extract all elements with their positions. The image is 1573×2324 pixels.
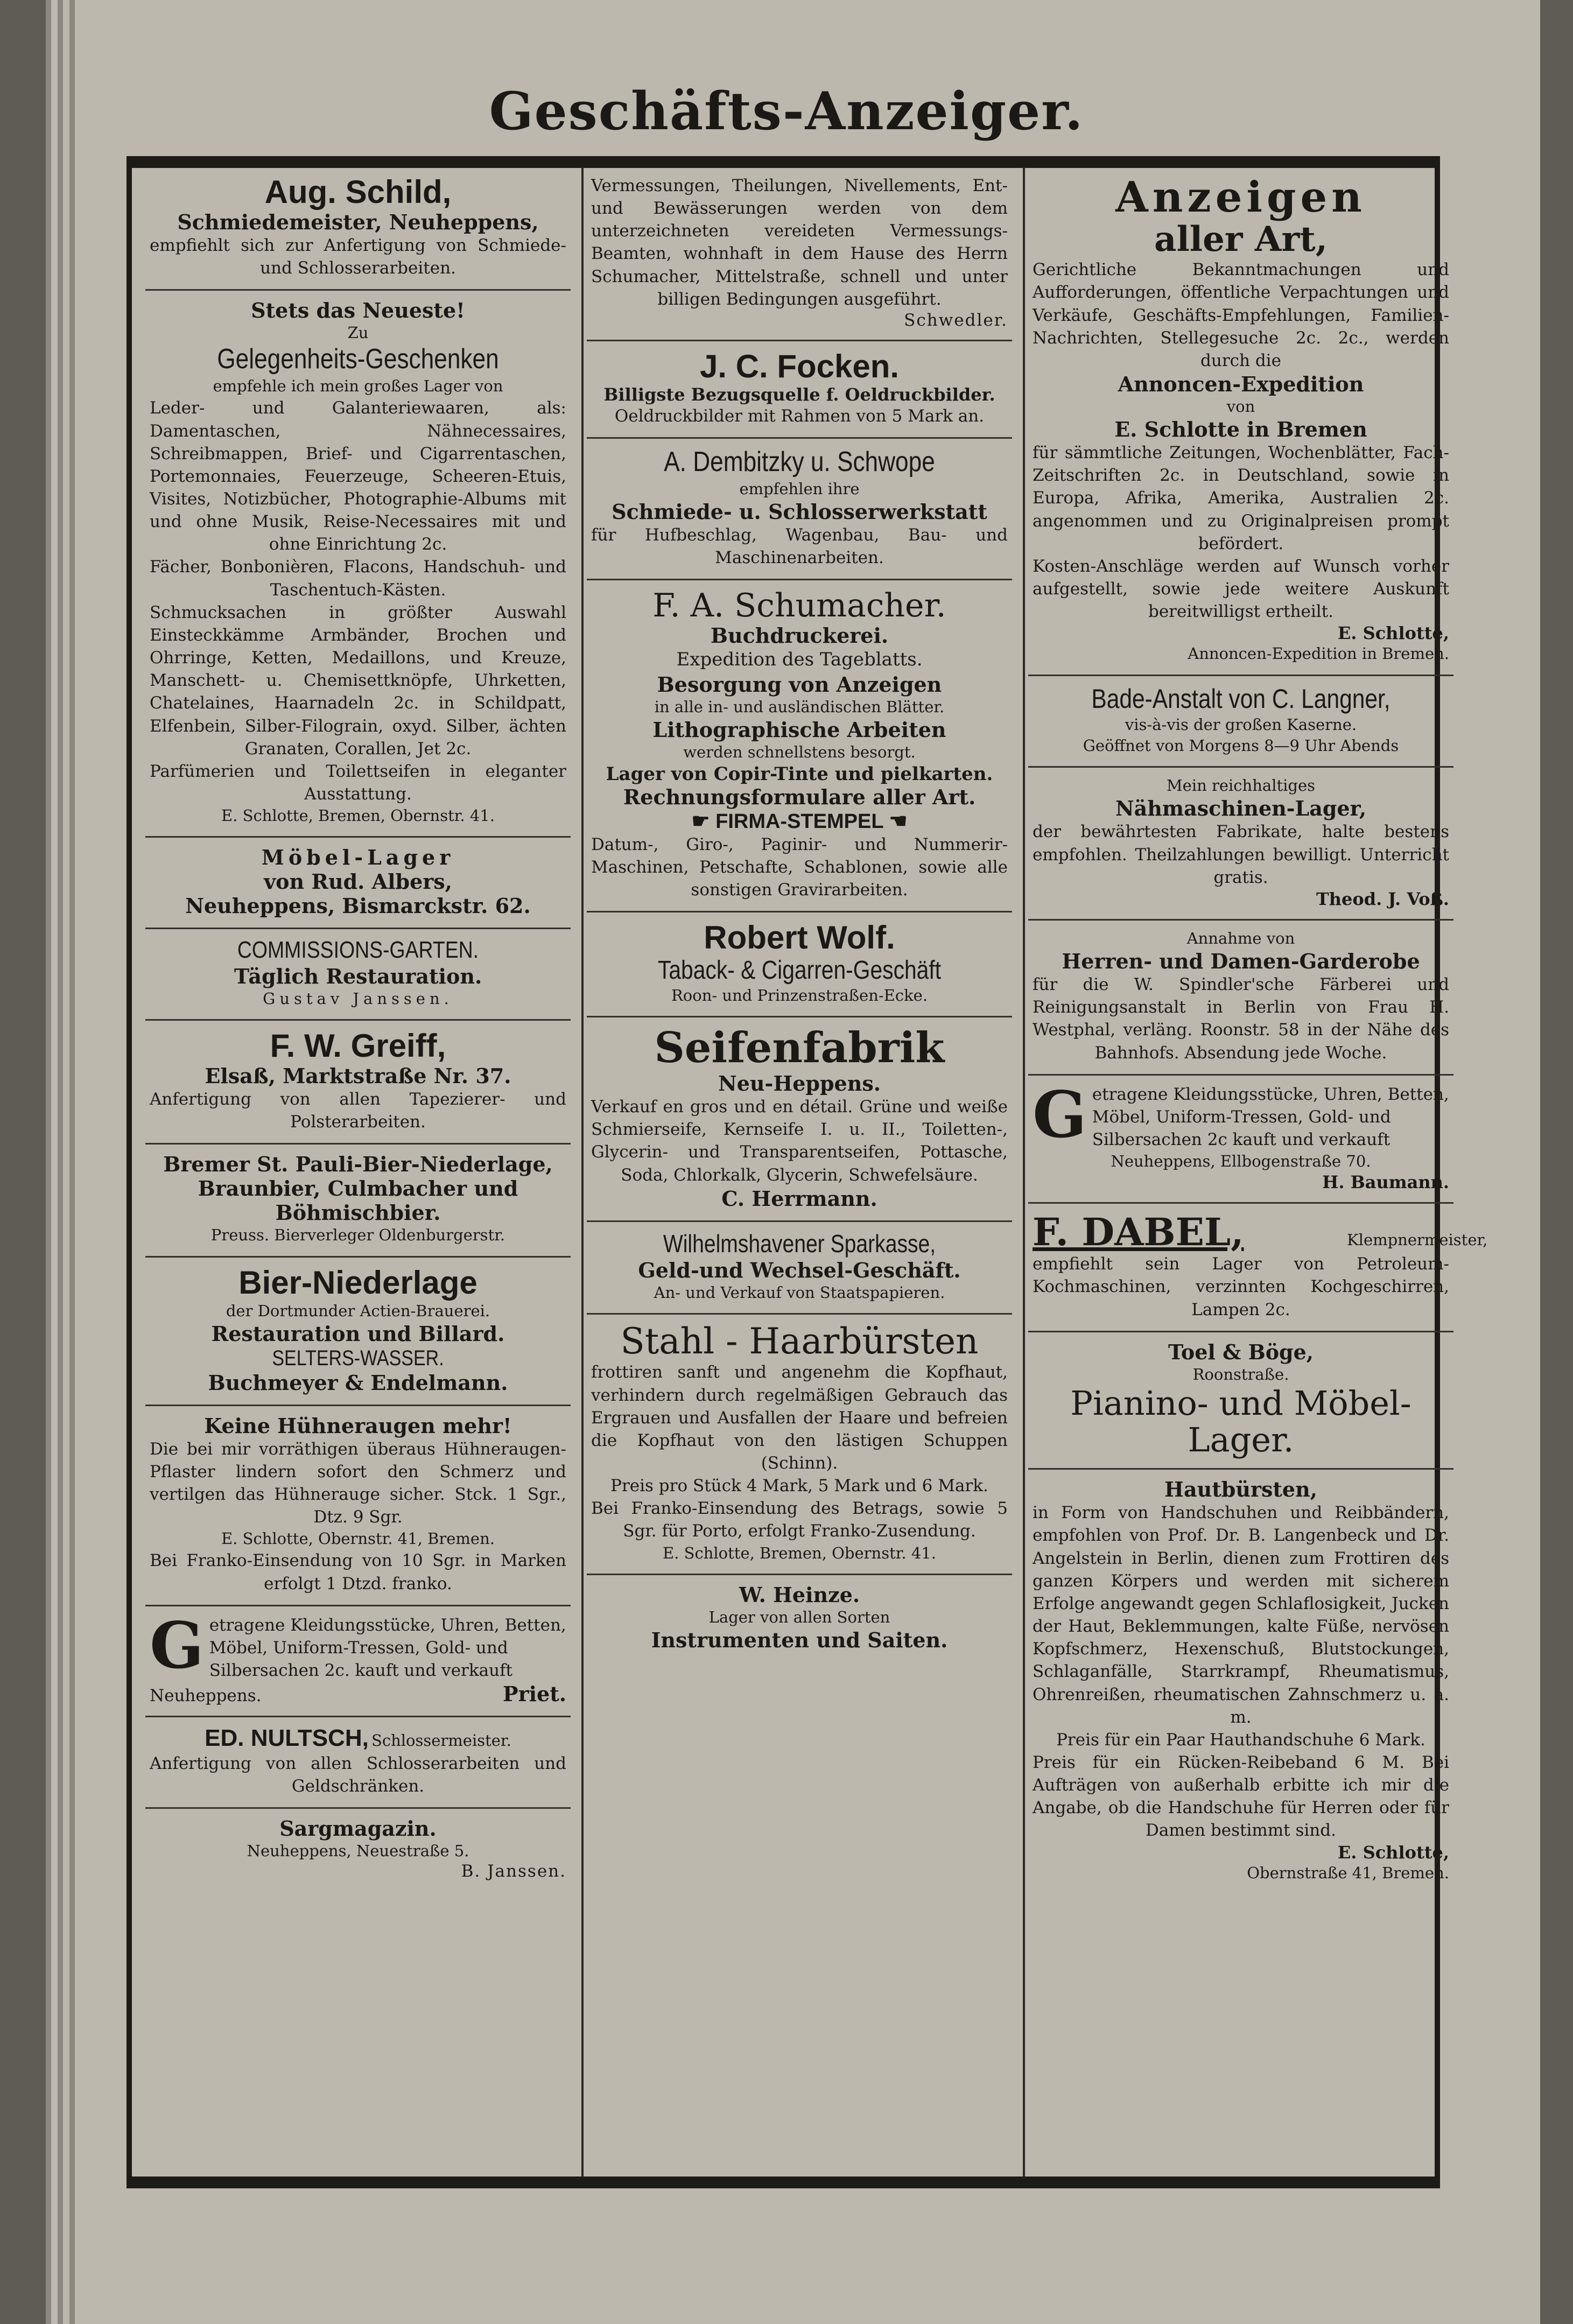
ad-heading: Nähmaschinen-Lager, — [1115, 796, 1367, 821]
ad-seifenfabrik — [587, 1017, 1012, 1221]
ad-name: J. C. Focken. — [699, 348, 900, 384]
column-middle — [587, 167, 1012, 2178]
ad-schumacher — [587, 580, 1012, 912]
ad-line: Buchmeyer & Endelmann. — [208, 1370, 508, 1395]
ad-line: Taback- & Cigarren-Geschäft — [657, 956, 942, 985]
ad-line: Lithographische Arbeiten — [652, 718, 946, 742]
ad-line: Besorgung von Anzeigen — [657, 672, 942, 697]
drop-cap: G — [150, 1607, 204, 1683]
ad-line: Billigste Bezugsquelle f. Oeldruckbilder. — [603, 384, 995, 405]
ad-heading: COMMISSIONS-GARTEN. — [237, 937, 479, 964]
ad-heading: W. Heinze. — [739, 1582, 860, 1607]
ad-line: Restauration und Billard. — [211, 1321, 505, 1346]
ad-signature: C. Herrmann. — [721, 1186, 877, 1211]
ad-line: vis-à-vis der großen Kaserne. — [1125, 715, 1357, 734]
ad-bade-anstalt — [1028, 676, 1453, 768]
ad-heading: Anzeigen — [1115, 173, 1366, 222]
ad-text: Bremer St. Pauli-Bier-Niederlage, Braunbier, Culmbacher und Böhmischbier. — [163, 1152, 553, 1225]
ad-heading: Seifenfabrik — [654, 1023, 945, 1073]
ad-line: Geöffnet von Morgens 8—9 Uhr Abends — [1083, 736, 1399, 755]
ad-text: Leder- und Galanteriewaaren, als: Damentaschen, Nähnecessaires, Schreibmappen, Brief- und Cigarrentaschen, Portemonnaies, Feuerzeuge, Scheeren-Etuis, Visites, Notizbücher, Photographie-Albums mit und ohne Musik, Reise-Necessaires mit und ohne Einrichtung 2c. — [150, 398, 566, 554]
ad-text: Bei Franko-Einsendung von 10 Sgr. in Marken erfolgt 1 Dtzd. franko. — [150, 1551, 566, 1593]
ad-name: A. Dembitzky u. Schwope — [664, 446, 935, 478]
ad-line: Expedition des Tageblatts. — [676, 649, 923, 671]
ad-focken — [587, 341, 1012, 439]
ad-toel-boege — [1028, 1332, 1453, 1470]
ad-sargmagazin — [145, 1809, 571, 1891]
ad-text: frottiren sanft und angenehm die Kopfhaut, verhindern durch regelmäßigen Gebrauch das Ergrauen und Ausfallen der Haare und befreien die Kopfhaut von den lästigen Schuppen (Schinn). — [591, 1363, 1008, 1473]
ad-text: Datum-, Giro-, Paginir- und Nummerir-Maschinen, Petschafte, Schablonen, sowie alle sonstigen Gravirarbeiten. — [591, 834, 1008, 900]
ad-nultsch — [145, 1717, 571, 1809]
stamp-label: FIRMA-STEMPEL — [715, 810, 883, 833]
ad-heading: Keine Hühneraugen mehr! — [204, 1413, 512, 1438]
drop-cap: G — [1033, 1077, 1087, 1152]
ad-line: Instrumenten und Saiten. — [651, 1627, 948, 1652]
ad-signature: E. Schlotte, Bremen, Obernstr. 41. — [663, 1543, 936, 1562]
ad-line: Schmiede- u. Schlosserwerkstatt — [612, 500, 987, 524]
ad-signature: Theod. J. Voß. — [1316, 888, 1449, 909]
ad-wolf — [587, 912, 1012, 1017]
ad-text: Die bei mir vorräthigen überaus Hühneraugen-Pflaster lindern sofort den Schmerz und vertilgen das Hühnerauge sicher. Stck. 1 Sgr., Dtz. 9 Sgr. — [150, 1439, 566, 1527]
ad-line: Elsaß, Marktstraße Nr. 37. — [205, 1064, 511, 1089]
ad-text: Gerichtliche Bekanntmachungen und Aufforderungen, öffentliche Verpachtungen und Verkäufe, Geschäfts-Empfehlungen, Familien-Nachrichten, Stellegesuche 2c. 2c., werden durch die — [1033, 260, 1449, 370]
ad-line: E. Schlotte in Bremen — [1114, 417, 1367, 442]
ad-bier-niederlage — [145, 1258, 571, 1406]
ad-heading: Stets das Neueste! — [251, 298, 465, 323]
ad-heading: Toel & Böge, — [1168, 1339, 1314, 1364]
ad-naehmaschinen — [1028, 768, 1453, 921]
ad-text: für sämmtliche Zeitungen, Wochenblätter, Fach-Zeitschriften 2c. in Deutschland, sowie in Europa, Afrika, Amerika, Australien 2c. angenommen und zu Originalpreisen prompt befördert. — [1033, 443, 1449, 553]
ad-name: ED. NULTSCH, — [205, 1725, 369, 1752]
ad-signature: E. Schlotte, Obernstr. 41, Bremen. — [221, 1529, 495, 1548]
ad-signature: Priet. — [503, 1682, 566, 1707]
ad-heading: Hautbürsten, — [1164, 1477, 1317, 1502]
ad-heading: Wilhelmshavener Sparkasse, — [663, 1229, 936, 1258]
ad-line: Täglich Restauration. — [234, 964, 482, 988]
ad-line: SELTERS-WASSER. — [272, 1346, 444, 1370]
ad-signature: E. Schlotte, Bremen, Obernstr. 41. — [221, 806, 495, 825]
page-edge — [69, 0, 75, 2324]
ad-haarbuersten — [587, 1315, 1012, 1575]
ad-text: Oeldruckbilder mit Rahmen von 5 Mark an. — [614, 406, 985, 426]
ad-hautbuersten — [1028, 1470, 1453, 1893]
ad-dabel — [1028, 1204, 1488, 1332]
ad-role: Schlossermeister. — [371, 1731, 511, 1750]
ad-text: etragene Kleidungsstücke, Uhren, Betten, Möbel, Uniform-Tressen, Gold- und Silbersachen 2c kauft und verkauft — [1092, 1084, 1449, 1149]
ad-line: Annahme von — [1186, 929, 1295, 947]
ad-heading: Stahl - Haarbürsten — [620, 1320, 979, 1362]
ad-role: Klempnermeister, — [1347, 1231, 1488, 1249]
ad-line: Pianino- und Möbel-Lager. — [1070, 1383, 1412, 1460]
column-rule — [581, 167, 584, 2178]
ad-line: Roonstraße. — [1192, 1365, 1289, 1384]
ad-baumann — [1028, 1076, 1453, 1204]
column-left — [145, 167, 571, 2178]
ad-heading: Herren- und Damen-Garderobe — [1062, 949, 1420, 974]
ad-signature: Gustav Janssen. — [263, 989, 453, 1008]
ad-line: Annoncen-Expedition — [1118, 371, 1364, 396]
ad-text: Schmucksachen in größter Auswahl Einsteckkämme Armbänder, Brochen und Ohrringe, Ketten, Medaillons, und Kreuze, Manschett- u. Chemisettknöpfe, Uhrketten, Chatelaines, Haarnadeln 2c. in Schildpatt, Elfenbein, Silber-Filograin, oxyd. Silber, ächten Granaten, Corallen, Jet 2c. — [150, 602, 566, 759]
page-edge — [46, 0, 51, 2324]
ad-commissions-garten — [145, 929, 571, 1021]
ad-text: Preis für ein Rücken-Reibeband 6 M. Bei Aufträgen von außerhalb erbitte ich mir die Angabe, ob die Handschuhe für Herren oder für Damen bestimmt sind. — [1033, 1752, 1449, 1841]
ad-line: Neuheppens, Neuestraße 5. — [247, 1842, 469, 1860]
ad-line: von Rud. Albers, — [264, 869, 452, 894]
ad-text: Verkauf en gros und en détail. Grüne und weiße Schmierseife, Kernseife I. u. II., Toiletten-, Glycerin- und Transparentseifen, Pottasche, Soda, Chlorkalk, Glycerin, Schwefelsäure. — [591, 1097, 1008, 1185]
ad-text: für die W. Spindler'sche Färberei und Reinigungsanstalt in Berlin von Frau H. Westphal, verläng. Roonstr. 58 in der Nähe des Bahnhofs. Absendung jede Woche. — [1033, 975, 1449, 1063]
ad-heinze — [587, 1575, 1012, 1662]
ad-line: Geld-und Wechsel-Geschäft. — [638, 1258, 961, 1282]
ad-line: empfehle ich mein großes Lager von — [213, 377, 503, 396]
ad-heading: Möbel-Lager — [261, 845, 455, 870]
ad-line: werden schnellstens besorgt. — [683, 743, 916, 762]
ad-text: etragene Kleidungsstücke, Uhren, Betten, Möbel, Uniform-Tressen, Gold- und Silbersachen 2c. kauft und verkauft — [209, 1615, 566, 1681]
ad-text: Kosten-Anschläge werden auf Wunsch vorher aufgestellt, sowie jede weitere Auskunft bereitwilligst ertheilt. — [1033, 556, 1449, 622]
ad-dembitzky — [587, 439, 1012, 580]
ad-line: Buchdruckerei. — [710, 623, 889, 648]
ad-sparkasse — [587, 1222, 1012, 1315]
ad-garderobe — [1028, 921, 1453, 1076]
ad-priet — [145, 1606, 571, 1717]
ad-subtitle: Schmiedemeister, Neuheppens, — [177, 210, 539, 234]
ad-signature: Schwedler. — [904, 310, 1008, 330]
page-edge — [58, 0, 63, 2324]
ad-line: Zu — [347, 324, 369, 342]
ad-line: von — [1226, 397, 1255, 416]
ad-schwedler — [587, 167, 1012, 341]
ad-line: Roon- und Prinzenstraßen-Ecke. — [671, 986, 928, 1005]
ad-text: Anfertigung von allen Schlosserarbeiten und Geldschränken. — [150, 1753, 566, 1796]
ad-title: Gelegenheits-Geschenken — [217, 343, 499, 375]
ad-line: empfehlen ihre — [739, 479, 860, 498]
ad-line: der Dortmunder Actien-Brauerei. — [226, 1301, 490, 1320]
ad-signature: B. Janssen. — [461, 1862, 566, 1881]
ad-line: Rechnungsformulare aller Art. — [623, 784, 976, 809]
ad-line: in alle in- und ausländischen Blätter. — [654, 698, 945, 717]
ad-heading: Sargmagazin. — [279, 1816, 437, 1841]
ad-line: Lager von allen Sorten — [708, 1607, 890, 1626]
ad-name: F. A. Schumacher. — [652, 587, 946, 625]
ad-heading: Bade-Anstalt von C. Langner, — [1091, 683, 1391, 714]
ad-signature: Preuss. Bierverleger Oldenburgerstr. — [210, 1226, 505, 1245]
ad-heading: Bier-Niederlage — [238, 1264, 477, 1301]
ad-name: F. DABEL, — [1033, 1210, 1244, 1255]
ad-gifts — [145, 291, 571, 838]
ad-text: empfiehlt sein Lager von Petroleum-Kochmaschinen, verzinnten Kochgeschirren, Lampen 2c. — [1033, 1254, 1449, 1319]
ad-line — [591, 809, 1008, 833]
ad-albers — [145, 838, 571, 929]
ad-place: Neuheppens. — [150, 1686, 262, 1706]
ad-greiff — [145, 1021, 571, 1145]
ad-signature: Annoncen-Expedition in Bremen. — [1188, 644, 1449, 663]
pointing-hand-icon: ☚ — [883, 810, 908, 833]
ad-text: für Hufbeschlag, Wagenbau, Bau- und Maschinenarbeiten. — [591, 525, 1008, 568]
ad-huehneraugen — [145, 1406, 571, 1606]
ad-heading: aller Art, — [1154, 219, 1328, 259]
ad-line: Neuheppens, Bismarckstr. 62. — [185, 894, 531, 918]
ad-signature: E. Schlotte, — [1337, 1842, 1449, 1863]
ad-line: Neu-Heppens. — [718, 1071, 881, 1096]
ad-text: Preis für ein Paar Hauthandschuhe 6 Mark. — [1056, 1730, 1425, 1750]
ad-text: Bei Franko-Einsendung des Betrags, sowie 5 Sgr. für Porto, erfolgt Franko-Zusendung. — [591, 1499, 1008, 1541]
ad-signature: E. Schlotte, — [1337, 623, 1449, 644]
ad-text: Fächer, Bonbonièren, Flacons, Handschuh- und Taschentuch-Kästen. — [150, 557, 566, 600]
ad-name: F. W. Greiff, — [270, 1028, 446, 1064]
ad-text: Vermessungen, Theilungen, Nivellements, Ent- und Bewässerungen werden von dem unterzeichneten vereideten Vermessungs-Beamten, wohnhaft in dem Hause des Herrn Schumacher, Mittelstraße, schnell und unter billigen Bedingungen ausgeführt. — [591, 176, 1008, 309]
ad-name: Robert Wolf. — [704, 919, 895, 956]
column-right — [1028, 167, 1488, 2178]
ad-text: der bewährtesten Fabrikate, halte bestens empfohlen. Theilzahlungen bewilligt. Unterricht gratis. — [1033, 822, 1449, 887]
ad-text: Anfertigung von allen Tapezierer- und Polsterarbeiten. — [150, 1090, 566, 1132]
column-rule — [1023, 167, 1025, 2178]
ad-signature: Obernstraße 41, Bremen. — [1247, 1863, 1449, 1882]
ad-text: in Form von Handschuhen und Reibbändern, empfohlen von Prof. Dr. B. Langenbeck und Dr. Angelstein in Berlin, dienen zum Frottiren des ganzen Körpers und werden mit sicherem Erfolge angewandt gegen Schlaflosigkeit, Jucken der Haut, Beklemmungen, kalte Füße, nervösen Kopfschmerz, Hexenschuß, Blutstockungen, Schlaganfälle, Starrkrampf, Rheumatismus, Ohrenreißen, rheumatischen Zahnschmerz u. a. m. — [1033, 1503, 1449, 1727]
ad-bier-pauli — [145, 1145, 571, 1257]
ad-line: An- und Verkauf von Staatspapieren. — [654, 1283, 945, 1302]
ad-name: Aug. Schild, — [264, 174, 452, 210]
ad-annoncen — [1028, 167, 1453, 676]
ad-text: Parfümerien und Toilettseifen in eleganter Ausstattung. — [150, 761, 566, 804]
ad-line: Lager von Copir-Tinte und pielkarten. — [606, 763, 993, 785]
ad-line: Mein reichhaltiges — [1166, 776, 1316, 795]
ad-schild — [145, 167, 571, 291]
ad-line: Neuheppens, Ellbogenstraße 70. — [1111, 1152, 1371, 1171]
page-title: Geschäfts-Anzeiger. — [489, 81, 1084, 142]
ad-text: Preis pro Stück 4 Mark, 5 Mark und 6 Mark. — [610, 1476, 988, 1496]
ad-signature: H. Baumann. — [1322, 1172, 1449, 1193]
ad-text: empfiehlt sich zur Anfertigung von Schmiede- und Schlosserarbeiten. — [150, 236, 566, 278]
pointing-hand-icon: ☛ — [691, 810, 716, 833]
